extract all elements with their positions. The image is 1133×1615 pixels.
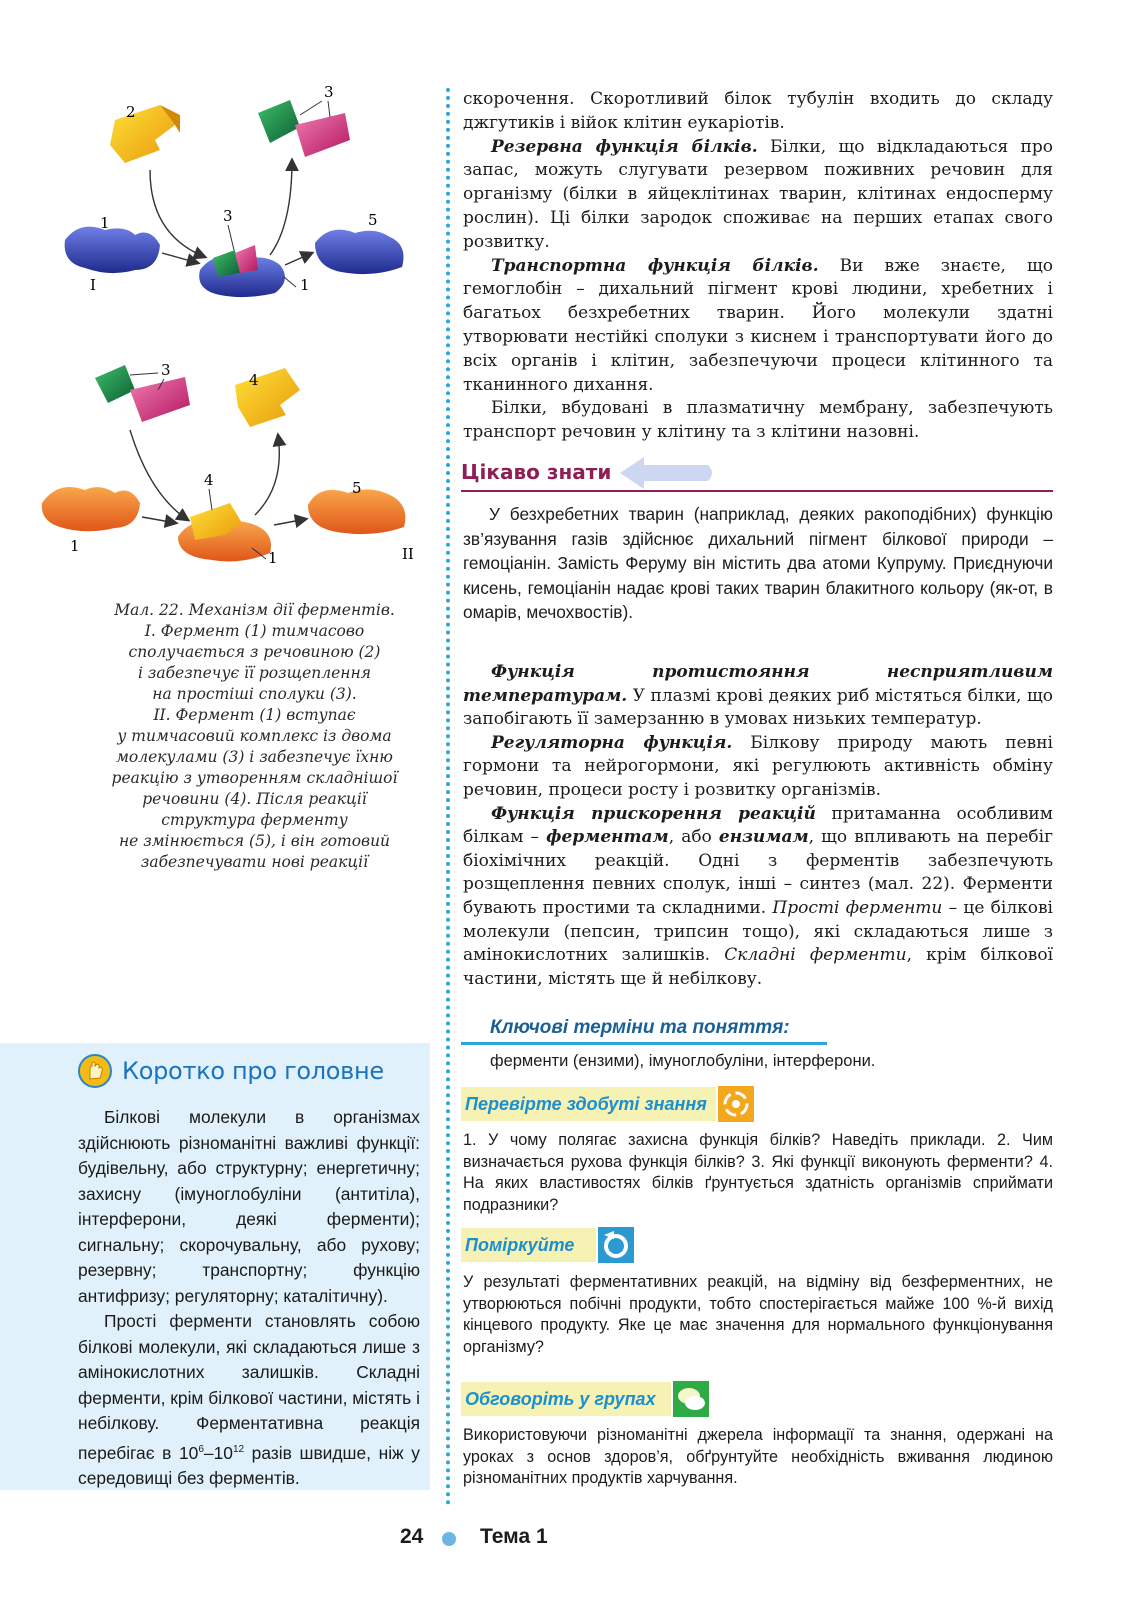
pink-product-3: [295, 113, 350, 157]
paragraph: Функція протистояння несприятливим температурам. У плазмі крові деяких риб містяться білки, що запобігають її замерзанню в умовах низьких температур.: [463, 662, 1053, 730]
label-3-bottom: 3: [161, 361, 171, 379]
think-body: [463, 1272, 1053, 1358]
label-3-mid: 3: [223, 207, 233, 225]
summary-body: [78, 1105, 420, 1491]
summary-header: [78, 1051, 384, 1091]
label-1: 1: [100, 214, 110, 232]
label-roman-II: II: [402, 545, 414, 563]
interesting-rule: [461, 490, 1053, 492]
caption-line: забезпечувати нові реакції: [140, 853, 369, 871]
paragraph: Транспортна функція білків. Ви вже знаєте, що гемоглобін – дихальний пігмент крові людини, хребетних і багатьох безхребетних тварин. Його молекули здатні утворювати нестійкі сполуки з киснем і транспортувати його до всіх органів і клітин, забезпечуючи процеси клітинного та тканинного дихання.: [463, 255, 1053, 395]
yellow-substrate-2: [110, 105, 180, 163]
label-4-top: 4: [249, 371, 259, 389]
column-separator: [446, 88, 450, 1506]
caption-line: у тимчасовий комплекс із двома: [117, 727, 392, 745]
think-title: Поміркуйте: [465, 1234, 575, 1255]
green-product-3: [258, 100, 300, 143]
lens-icon: [598, 1227, 634, 1263]
discuss-body: [463, 1425, 1053, 1490]
label-1-bottom-mid: 1: [268, 549, 278, 567]
caption-line: реакцію з утворенням складнішої: [111, 769, 398, 787]
main-text: [463, 88, 1053, 445]
arrow-products-out: [270, 160, 292, 255]
discuss-title: Обговоріть у групах: [465, 1388, 656, 1409]
caption-line: молекулами (3) і забезпечує їхню: [116, 748, 393, 766]
blue-enzyme-left: [65, 227, 160, 273]
label-1-mid: 1: [300, 276, 310, 294]
blue-enzyme-right: [315, 230, 404, 274]
caption-line: структура ферменту: [161, 811, 348, 829]
leader-3a: [300, 101, 322, 115]
label-1-bottom: 1: [70, 537, 80, 555]
discuss-header: [461, 1382, 671, 1416]
footer-dot: [442, 1532, 456, 1546]
caption-line: II. Фермент (1) вступає: [153, 706, 356, 724]
arrow-enzyme2-out: [274, 519, 306, 525]
summary-paragraph: Білкові молекули в організмах здійснюють різноманітні важливі функції: будівельну, або структурну; енергетичну; захисну (імуноглобуліни (антитіла), інтерферони, деякі ферменти); сигнальну; скорочувальну, або рухову; резервну; транспортну; функцію антифризу; регуляторну; каталітичну).: [78, 1107, 420, 1306]
label-3-top: 3: [324, 85, 334, 101]
interesting-header: [461, 455, 1053, 495]
key-terms-title: Ключові терміни та поняття:: [490, 1017, 790, 1038]
green-substrate-3: [95, 365, 135, 403]
arrow-enzyme-in: [162, 253, 198, 263]
page-number: 24: [400, 1525, 424, 1548]
arrow-icon: [616, 451, 716, 491]
spiral-icon: [718, 1086, 754, 1122]
leader-1-mid: [284, 277, 296, 287]
arrow-enzyme2-in: [142, 517, 176, 523]
arrow-enzyme-out: [285, 253, 312, 265]
leader-3-mid: [228, 225, 234, 250]
interesting-body: [463, 502, 1053, 625]
paragraph: Функція прискорення реакцій притаманна особливим білкам – ферментам, або ензимам, що впливають на перебіг біохімічних реакцій. Одні з ферментів забезпечують розщеплення певних сполук, інші – синтез (мал. 22). Ферменти бувають простими та складними. Прості ферменти – це білкові молекули (пепсин, трипсин тощо), які складаються лише з амінокислотних залишків. Складні ферменти, крім білкової частини, містять ще й небілкову.: [463, 803, 1054, 989]
paragraph: Резервна функція білків. Білки, що відкладаються про запас, можуть слугувати резервом поживних речовин для організму (білки в яйцеклітинах тварин, клітинах ендосперму рослин). Ці білки зародок споживає на перших етапах свого розвитку.: [463, 136, 1053, 252]
arrow-product-out: [255, 435, 279, 515]
orange-enzyme-complex: [178, 503, 271, 561]
key-terms-rule: [461, 1042, 827, 1045]
think-text: У результаті ферментативних реакцій, на відміну від безферментних, не утворюються побічні продукти, тобто спостерігається майже 100 %-й вихід кінцевого продукту. Яке це має значення для нормального функціонування організму?: [463, 1273, 1053, 1356]
key-terms-text: ферменти (ензими), імуноглобуліни, інтерферони.: [490, 1052, 876, 1070]
orange-enzyme-left: [42, 487, 140, 531]
summary-paragraph: Прості ферменти становлять собою білкові молекули, які складаються лише з амінокислотних залишків. Складні ферменти, крім білкової частини, містять і небілкову. Ферментативна реакція перебігає в $10^6-10^{12}$ разів швидше, ніж у середовищі без ферментів.: [78, 1311, 420, 1488]
chat-icon: [673, 1381, 709, 1417]
caption-line: I. Фермент (1) тимчасово: [144, 622, 365, 640]
discuss-text: Використовуючи різноманітні джерела інформації та знання, одержані на уроках з основ здоров’я, обґрунтуйте необхідність вживання людиною різноманітних продуктів харчування.: [463, 1426, 1053, 1488]
hand-icon: [78, 1054, 112, 1088]
check-header: [461, 1087, 716, 1121]
paragraph: Білки, вбудовані в плазматичну мембрану, забезпечують транспорт речовин у клітину та з клітини назовні.: [463, 398, 1053, 443]
enzyme-diagram: [30, 85, 430, 585]
leader-4-mid: [209, 489, 212, 510]
pink-substrate-3: [130, 377, 190, 422]
label-5-bottom: 5: [352, 479, 362, 497]
caption-line: не змінюється (5), і він готовий: [118, 832, 391, 850]
check-title: Перевірте здобуті знання: [465, 1093, 707, 1114]
caption-line: сполучається з речовиною (2): [128, 643, 381, 661]
page-footer: [0, 1525, 1133, 1555]
check-text: 1. У чому полягає захисна функція білків? Наведіть приклади. 2. Чим визначається рухова функція білків? 3. Які функції виконують ферменти? 4. На яких властивостях білків ґрунтується здатність організмів сприймати подразники?: [463, 1131, 1053, 1214]
leader-3b: [328, 101, 330, 117]
summary-box: [0, 1043, 430, 1490]
caption-line: на простіші сполуки (3).: [152, 685, 357, 703]
caption-line: речовини (4). Після реакції: [142, 790, 367, 808]
label-roman-I: I: [90, 276, 96, 294]
interesting-text: У безхребетних тварин (наприклад, деяких ракоподібних) функцію зв’язування газів здійснює дихальний пігмент білкової природи – гемоціанін. Замість Феруму він містить два атоми Купруму. Приєднуючи кисень, гемоціанін надає крові таких тварин блакитного кольору (як-от, в омарів, мечохвостів).: [463, 504, 1053, 623]
label-4-mid: 4: [204, 471, 214, 489]
main-text-2: [463, 661, 1053, 991]
summary-title: Коротко про головне: [122, 1057, 384, 1085]
check-body: [463, 1130, 1053, 1216]
topic-label: Тема 1: [480, 1525, 548, 1548]
label-2: 2: [126, 103, 136, 121]
figure-caption: [82, 600, 427, 873]
enzyme-figure: [30, 85, 430, 585]
caption-line: Мал. 22. Механізм дії ферментів.: [114, 601, 395, 619]
think-header: [461, 1228, 596, 1262]
caption-line: і забезпечує її розщеплення: [137, 664, 371, 682]
leader-3-bottom-a: [130, 373, 158, 375]
interesting-title: Цікаво знати: [461, 460, 612, 484]
paragraph: скорочення. Скоротливий білок тубулін входить до складу джгутиків і війок клітин еукаріотів.: [463, 89, 1053, 133]
label-5: 5: [368, 211, 378, 229]
paragraph: Регуляторна функція. Білкову природу мають певні гормони та нейрогормони, які регулюють активність обміну речовин, процеси росту і розвитку організмів.: [463, 732, 1053, 800]
yellow-product-4: [235, 368, 300, 427]
